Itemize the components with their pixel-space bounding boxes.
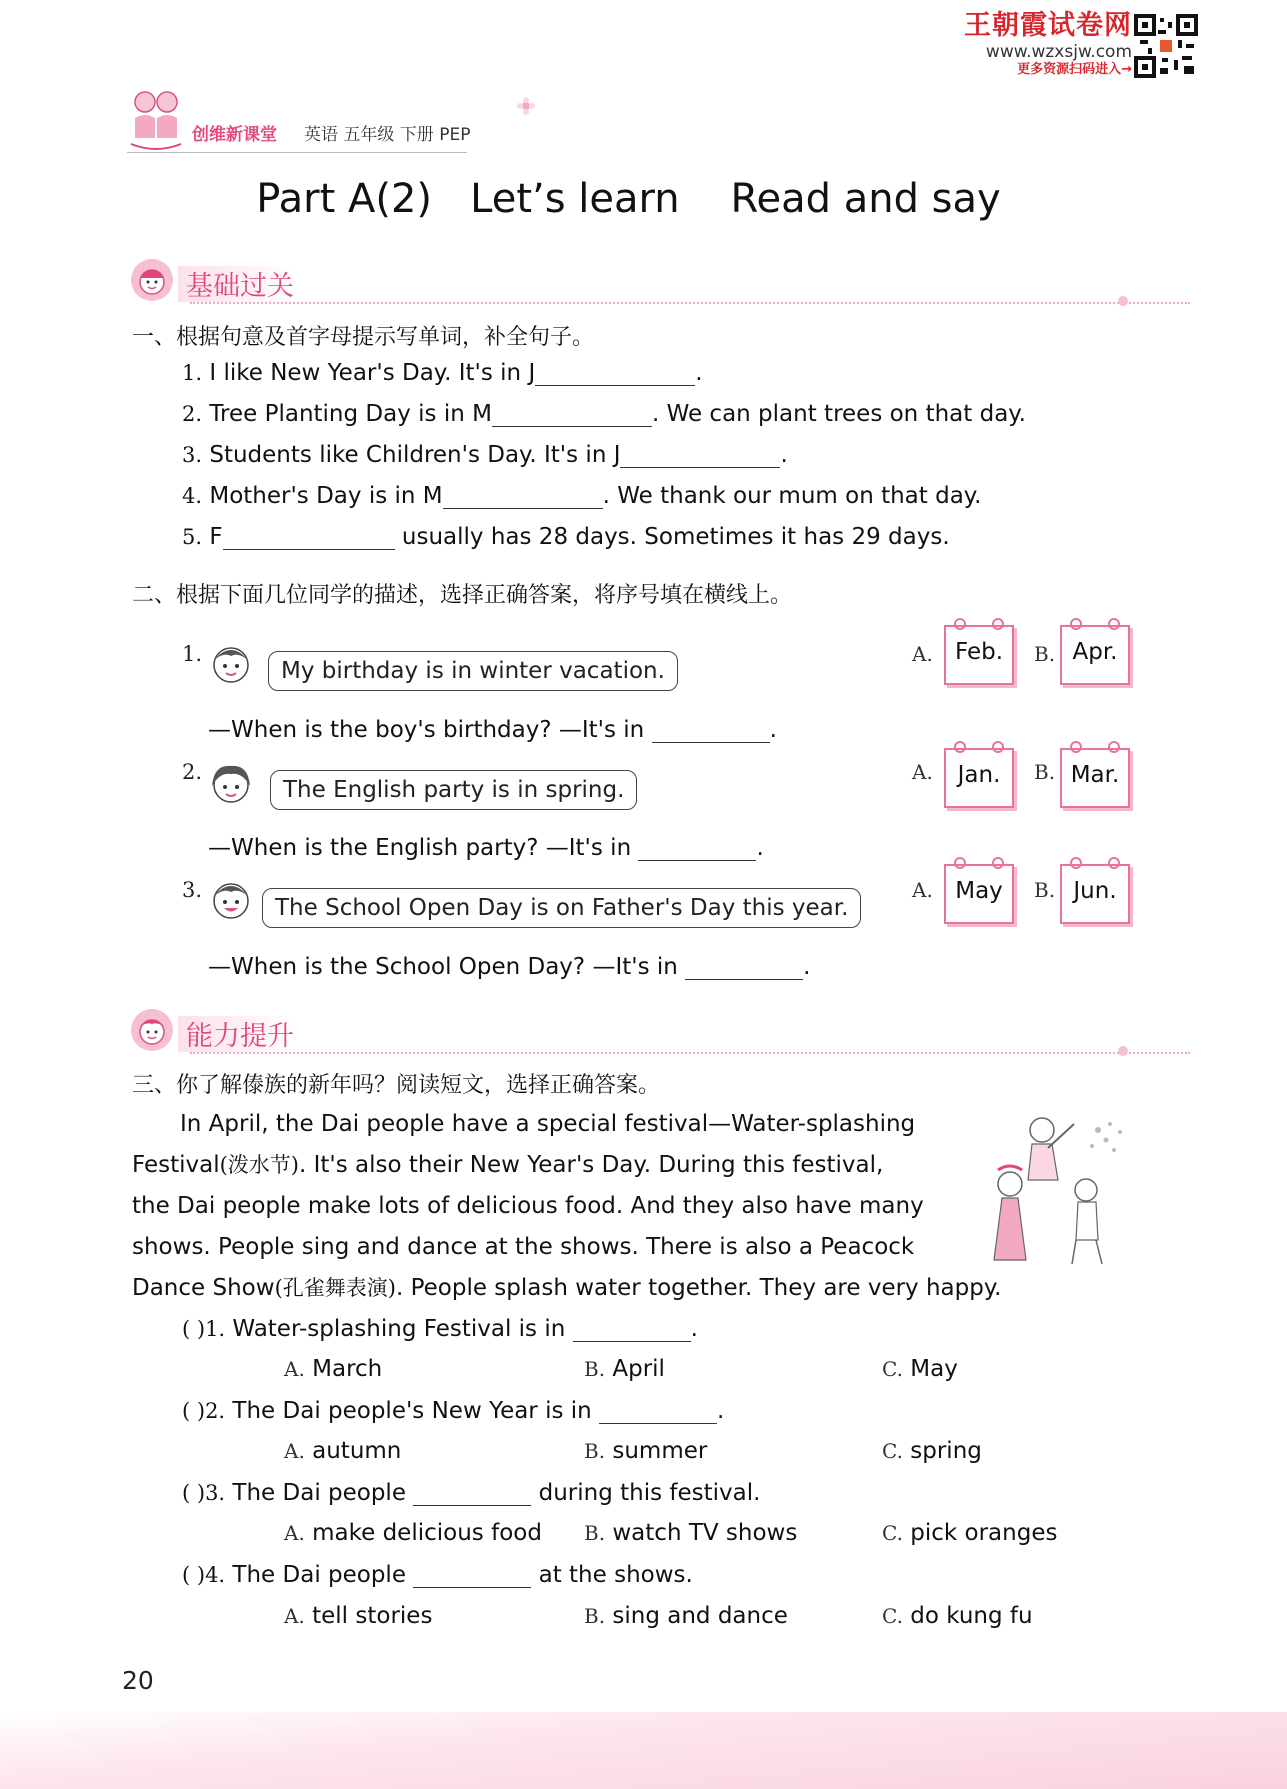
speech-bubble: The School Open Day is on Father's Day this year. [262,888,861,928]
answer-parentheses[interactable]: ( ) [182,1399,206,1423]
question-line [208,717,777,743]
fill-item-1 [182,360,703,386]
calendar-rings-icon [1068,617,1122,631]
option-text: Feb. [954,639,1004,665]
item-text: . We can plant trees on that day. [651,401,1026,427]
question-end: . [803,954,811,980]
question-text: . [717,1398,725,1424]
section-heading-advanced [130,1008,1120,1058]
option-a[interactable] [284,1356,382,1382]
passage-text: Festival [132,1152,220,1178]
question-number: 4. [205,1563,226,1587]
footer-band [0,1712,1287,1789]
option-b[interactable] [584,1356,665,1382]
flower-icon [516,96,536,116]
answer-parentheses[interactable]: ( ) [182,1481,206,1505]
option-text: April [612,1356,665,1382]
option-a[interactable] [284,1603,432,1629]
item-number: 3. [182,443,203,467]
boy-face-icon [130,1008,174,1052]
option-text: pick oranges [910,1520,1058,1546]
question-line [208,835,764,861]
item-text: usually has 28 days. Sometimes it has 29 days. [394,524,950,550]
brand-url: www.wzxsjw.com [985,42,1132,62]
option-text: spring [910,1438,982,1464]
option-letter: B. [1034,878,1056,902]
question-text: . [690,1316,698,1342]
speech-bubble: The English party is in spring. [270,770,637,810]
brand-title: 王朝霞试卷网 [964,10,1132,41]
calendar-rings-icon [952,740,1006,754]
question-line [208,954,810,980]
girl-face-icon [130,258,174,302]
option-text: Mar. [1070,762,1120,788]
option-text: tell stories [312,1603,433,1629]
option-text: do kung fu [910,1603,1033,1629]
option-b[interactable] [584,1438,707,1464]
part2-instruction: 二、根据下面几位同学的描述，选择正确答案，将序号填在横线上。 [132,583,793,608]
question-text: The Dai people's New Year is in [232,1398,592,1424]
mc-question-4 [182,1562,693,1588]
option-text: May [910,1356,958,1382]
calendar-option-b[interactable] [1060,864,1130,924]
option-text: watch TV shows [612,1520,798,1546]
part1-instruction: 一、根据句意及首字母提示写单词，补全句子。 [132,325,595,350]
question-text: —When is the School Open Day? —It's in [208,954,678,980]
option-text: sing and dance [612,1603,788,1629]
calendar-option-a[interactable] [944,748,1014,808]
passage-text: . It's also their New Year's Day. During this festival, [299,1152,884,1178]
calendar-option-a[interactable] [944,625,1014,685]
option-a[interactable] [284,1438,401,1464]
answer-blank[interactable] [413,1481,531,1506]
option-text: Apr. [1072,639,1118,665]
answer-blank[interactable] [443,484,603,509]
question-number: 1. [205,1317,226,1341]
option-letter: A. [284,1521,305,1545]
option-text: summer [612,1438,708,1464]
fill-item-4 [182,483,981,509]
item-text: I like New Year's Day. It's in J [209,360,536,386]
qr-code-icon [1134,14,1198,78]
calendar-rings-icon [1068,856,1122,870]
option-letter: A. [284,1604,305,1628]
answer-blank[interactable] [573,1317,691,1342]
kids-logo-icon [127,88,185,154]
option-text: Jan. [957,762,1001,788]
option-text: Jun. [1073,878,1117,904]
option-letter: B. [584,1439,606,1463]
book-info: 英语 五年级 下册 PEP [304,125,471,145]
passage-text: . People splash water together. They are very happy. [395,1275,1002,1301]
brand-subtitle: 更多资源扫码进入→ [1017,62,1132,77]
item-text: Tree Planting Day is in M [209,401,492,427]
section-heading-basic [130,258,1120,308]
item-number: 2. [182,760,203,784]
calendar-rings-icon [1068,740,1122,754]
boy-face-icon [208,640,254,686]
calendar-option-a[interactable] [944,864,1014,924]
item-number: 1. [182,361,203,385]
question-text: at the shows. [538,1562,693,1588]
option-text: March [312,1356,383,1382]
option-letter: C. [882,1357,903,1381]
fill-item-2 [182,401,1026,427]
item-text: . [695,360,703,386]
reading-passage [132,1104,956,1268]
option-letter: C. [882,1521,903,1545]
water-splashing-illustration [988,1110,1130,1268]
option-c[interactable] [882,1520,1057,1546]
answer-blank[interactable] [413,1563,531,1588]
item-number: 4. [182,484,203,508]
answer-blank[interactable] [492,402,652,427]
item-number: 3. [182,878,203,902]
option-letter: B. [1034,760,1056,784]
answer-blank[interactable] [620,443,780,468]
option-letter: A. [912,878,933,902]
answer-blank[interactable] [223,525,395,550]
option-c[interactable] [882,1603,1033,1629]
option-b[interactable] [584,1520,797,1546]
header-divider [127,152,467,153]
calendar-option-b[interactable] [1060,625,1130,685]
question-end: . [769,717,777,743]
option-text: May [955,878,1003,904]
passage-line: shows. People sing and dance at the shows. There is also a Peacock [132,1234,915,1260]
answer-blank[interactable] [652,718,770,743]
calendar-rings-icon [952,617,1006,631]
answer-parentheses[interactable]: ( ) [182,1317,206,1341]
item-number: 2. [182,402,203,426]
item-number: 1. [182,642,203,666]
option-text: make delicious food [312,1520,542,1546]
option-letter: A. [912,642,933,666]
question-text: Water-splashing Festival is in [232,1316,566,1342]
section-title: 能力提升 [186,1021,294,1052]
answer-blank[interactable] [685,955,803,980]
question-text: —When is the boy's birthday? —It's in [208,717,645,743]
page-title: Part A(2) Let’s learn Read and say [256,176,1001,222]
chinese-note: (泼水节) [219,1153,299,1177]
option-c[interactable] [882,1438,982,1464]
item-text: . We thank our mum on that day. [602,483,982,509]
item-text: F [209,524,223,550]
question-end: . [756,835,764,861]
question-text: during this festival. [538,1480,761,1506]
option-c[interactable] [882,1356,958,1382]
page-number: 20 [122,1666,154,1695]
option-letter: B. [1034,642,1056,666]
part3-instruction: 三、你了解傣族的新年吗？阅读短文，选择正确答案。 [132,1073,661,1098]
calendar-option-b[interactable] [1060,748,1130,808]
option-a[interactable] [284,1520,542,1546]
brand-block [962,10,1132,78]
passage-text: Dance Show [132,1275,275,1301]
question-text: The Dai people [232,1480,406,1506]
option-text: autumn [312,1438,402,1464]
option-letter: A. [912,760,933,784]
passage-line [132,1145,956,1186]
fill-item-5 [182,524,950,550]
option-letter: C. [882,1439,903,1463]
boy-face-icon [208,876,254,922]
passage-line [132,1268,1002,1309]
question-number: 2. [205,1399,226,1423]
answer-blank[interactable] [638,836,756,861]
calendar-rings-icon [952,856,1006,870]
option-letter: A. [284,1439,305,1463]
book-series-name: 创维新课堂 [192,125,277,145]
question-number: 3. [205,1481,226,1505]
item-text: Students like Children's Day. It's in J [209,442,621,468]
answer-blank[interactable] [599,1399,717,1424]
item-text: . [780,442,788,468]
question-text: —When is the English party? —It's in [208,835,632,861]
item-text: Mother's Day is in M [209,483,443,509]
answer-blank[interactable] [535,361,695,386]
speech-bubble: My birthday is in winter vacation. [268,651,678,691]
mc-question-1 [182,1316,698,1342]
section-title: 基础过关 [186,271,294,302]
mc-question-3 [182,1480,760,1506]
option-letter: B. [584,1357,606,1381]
girl-face-icon [208,760,254,806]
fill-item-3 [182,442,788,468]
item-number: 5. [182,525,203,549]
option-letter: C. [882,1604,903,1628]
passage-line: the Dai people make lots of delicious food. And they also have many [132,1193,924,1219]
mc-question-2 [182,1398,724,1424]
option-letter: A. [284,1357,305,1381]
chinese-note: (孔雀舞表演) [274,1276,396,1300]
answer-parentheses[interactable]: ( ) [182,1563,206,1587]
option-letter: B. [584,1604,606,1628]
question-text: The Dai people [232,1562,406,1588]
passage-line: In April, the Dai people have a special festival—Water-splashing [180,1111,916,1137]
option-b[interactable] [584,1603,788,1629]
option-letter: B. [584,1521,606,1545]
